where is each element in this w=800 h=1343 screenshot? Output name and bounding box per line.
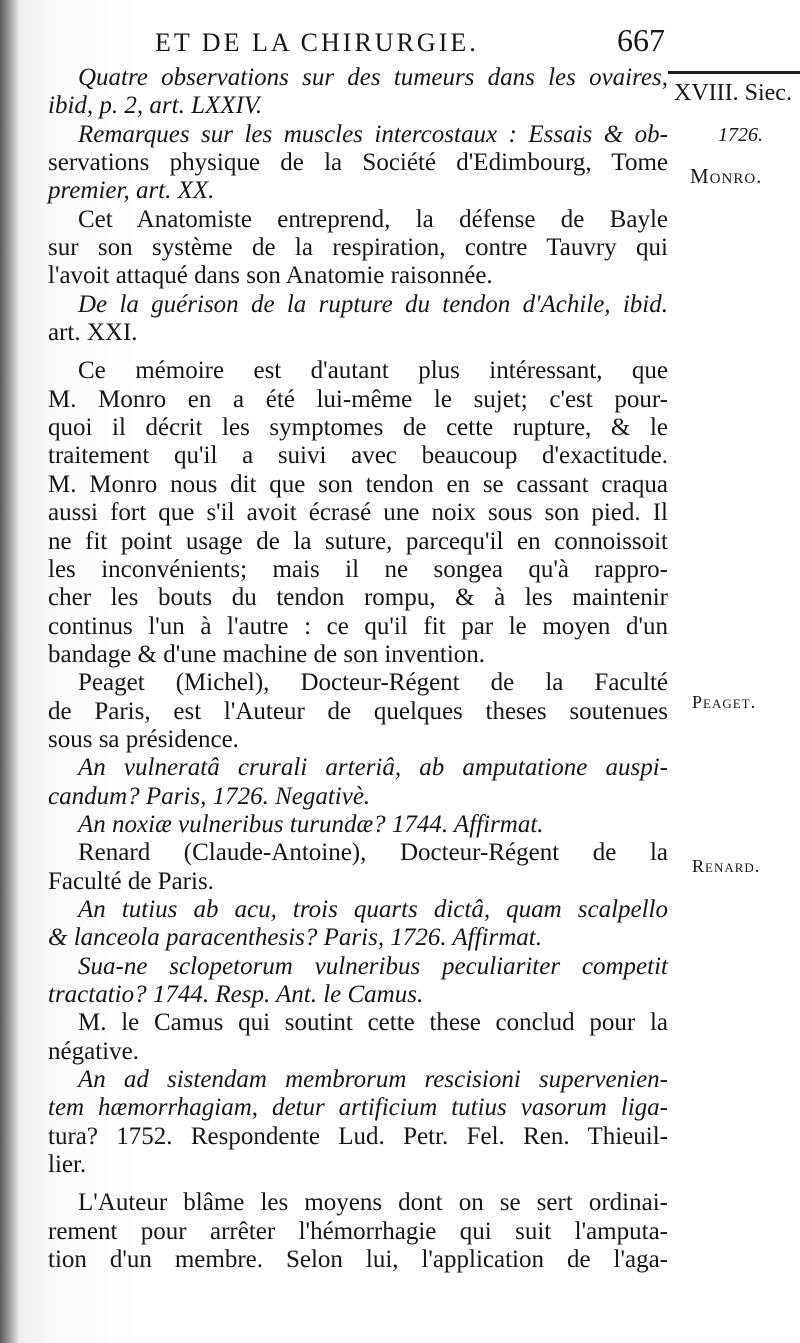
text-line: An vulneratâ crurali arteriâ, ab amputatione auspi-	[78, 754, 668, 782]
text-line: tem hæmorrhagiam, detur artificium tutius vasorum liga-	[48, 1094, 668, 1122]
text-line: candum? Paris, 1726. Negativè.	[48, 782, 371, 810]
text-line: Ce mémoire est d'autant plus intéressant, que	[78, 357, 668, 385]
text-line: Quatre observations sur des tumeurs dans les ovaires,	[78, 64, 668, 91]
margin-note-century: XVIII. Siec.	[674, 80, 792, 106]
text-line: ibid, p. 2, art. LXXIV.	[48, 92, 263, 120]
text-line: sur son système de la respiration, contre Tauvry qui	[48, 234, 668, 262]
text-line: servations physique de la Société d'Edimbourg, Tome	[48, 149, 668, 177]
text-line: art. XXI.	[48, 319, 138, 347]
text-line: Remarques sur les muscles intercostaux : Essais & ob-	[78, 120, 668, 148]
text-line: l'avoit attaqué dans son Anatomie raisonnée.	[48, 262, 493, 290]
margin-note-monro: Monro.	[690, 164, 763, 188]
margin-rule	[668, 71, 800, 74]
text-line: An tutius ab acu, trois quarts dictâ, quam scalpello	[78, 895, 668, 923]
text-line: lier.	[48, 1151, 87, 1179]
text-line: rement pour arrêter l'hémorrhagie qui suit l'amputa-	[48, 1217, 668, 1245]
text-line: M. le Camus qui soutint cette these conclud pour la	[78, 1009, 668, 1037]
text-line: tractatio? 1744. Resp. Ant. le Camus.	[48, 981, 424, 1008]
text-line: Renard (Claude-Antoine), Docteur-Régent de la	[78, 839, 668, 867]
text-line: Cet Anatomiste entreprend, la défense de Bayle	[78, 205, 668, 233]
text-line: premier, art. XX.	[48, 177, 215, 205]
text-line: An ad sistendam membrorum rescisioni supervenien-	[78, 1066, 668, 1094]
text-line: aussi fort que s'il avoit écrasé une noix sous son pied. Il	[48, 499, 668, 527]
text-line: continus l'un à l'autre : ce qu'il fit par le moyen d'un	[48, 612, 668, 640]
text-line: cher les bouts du tendon rompu, & à les maintenir	[48, 584, 668, 612]
text-line: sous sa présidence.	[48, 725, 239, 753]
text-line: Faculté de Paris.	[48, 867, 214, 895]
text-line: tion d'un membre. Selon lui, l'application de l'aga-	[48, 1246, 668, 1274]
text-line: Sua-ne sclopetorum vulneribus peculiariter competit	[78, 952, 668, 980]
margin-note-renard: Renard.	[692, 856, 761, 876]
text-line: ne fit point usage de la suture, parcequ'il en connoissoit	[48, 527, 668, 555]
margin-note-peaget: Peaget.	[692, 692, 757, 712]
text-line: tura? 1752. Respondente Lud. Petr. Fel. Ren. Thieuil-	[48, 1122, 668, 1150]
page-header	[155, 20, 665, 66]
text-line: les inconvénients; mais il ne songea qu'à rappro-	[48, 555, 668, 583]
text-line: An noxiæ vulneribus turundæ? 1744. Affirmat.	[78, 810, 544, 838]
text-line: & lanceola paracenthesis? Paris, 1726. Affirmat.	[48, 924, 542, 952]
text-line: M. Monro en a été lui-même le sujet; c'est pour-	[48, 385, 668, 413]
margin-note-year: 1726.	[718, 124, 763, 146]
text-line: L'Auteur blâme les moyens dont on se sert ordinai-	[78, 1189, 668, 1217]
page-number: 667	[617, 22, 665, 58]
text-line: De la guérison de la rupture du tendon d'Achile, ibid.	[78, 290, 668, 318]
paragraph-gap	[48, 1179, 668, 1189]
text-line: traitement qu'il a suivi avec beaucoup d'exactitude.	[48, 442, 668, 470]
running-head: ET DE LA CHIRURGIE.	[155, 28, 479, 57]
paragraph-gap	[48, 347, 668, 357]
text-line: bandage & d'une machine de son invention.	[48, 640, 486, 668]
text-line: Peaget (Michel), Docteur-Régent de la Faculté	[78, 669, 668, 697]
text-line: de Paris, est l'Auteur de quelques theses soutenues	[48, 697, 668, 725]
text-line: M. Monro nous dit que son tendon en se cassant craqua	[48, 470, 668, 498]
text-line: quoi il décrit les symptomes de cette rupture, & le	[48, 414, 668, 442]
text-body	[48, 64, 668, 1274]
text-line: négative.	[48, 1037, 139, 1065]
